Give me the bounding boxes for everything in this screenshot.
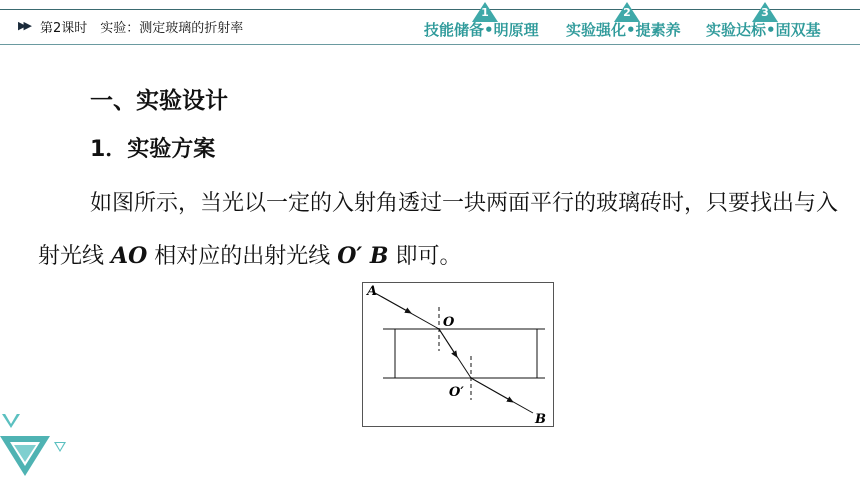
paragraph-text-2: 相对应的出射光线 <box>147 244 338 269</box>
incident-arrow <box>375 293 411 313</box>
label-a: A <box>367 284 378 299</box>
nav-tab-principle[interactable]: 技能储备•明原理 <box>424 21 539 39</box>
label-b: B <box>535 412 546 426</box>
incident-ray-label: AO <box>111 243 148 269</box>
nav-tab-assessment[interactable]: 实验达标•固双基 <box>706 21 821 39</box>
label-o-prime: O′ <box>449 385 464 400</box>
refracted-arrow <box>439 329 457 357</box>
header-bar <box>0 0 860 46</box>
nav-tab-practice[interactable]: 实验强化•提素养 <box>566 21 681 39</box>
subsection-title: 1．实验方案 <box>90 137 216 162</box>
header-top-rule <box>0 9 860 10</box>
decorative-triangles-icon <box>0 408 70 478</box>
paragraph-text-3: 即可。 <box>388 244 462 269</box>
breadcrumb: 第2课时 实验：测定玻璃的折射率 <box>40 21 244 36</box>
play-arrows-icon: ▶▶ <box>18 19 29 32</box>
section-title: 一、实验设计 <box>90 88 228 114</box>
nav-badge-1: 1 <box>472 2 498 22</box>
nav-badge-3: 3 <box>752 2 778 22</box>
emergent-arrow <box>471 378 513 402</box>
refraction-diagram <box>362 282 554 427</box>
nav-badge-2: 2 <box>614 2 640 22</box>
emergent-ray-label: O′ B <box>337 243 389 269</box>
paragraph-text-1: 如图所示，当光以一定的入射角透过一块两面平行的玻璃砖时，只要找出与入射光线 <box>38 191 839 269</box>
body-paragraph <box>38 178 838 283</box>
label-o: O <box>443 315 455 330</box>
header-bottom-rule <box>0 44 860 45</box>
